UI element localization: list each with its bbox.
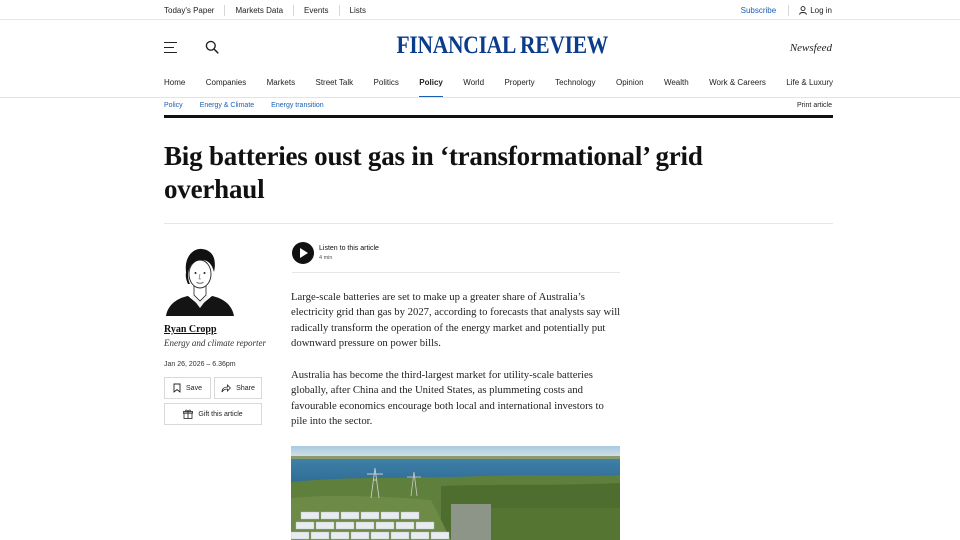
share-label: Share [236,384,255,392]
nav-item-world[interactable]: World [463,78,485,87]
listen-label: Listen to this article [319,245,379,252]
share-button[interactable] [214,377,262,399]
nav-item-wealth[interactable]: Wealth [663,78,689,87]
bookmark-icon [173,383,181,393]
gift-icon [183,409,193,419]
print-article-link[interactable]: Print article [796,102,832,109]
breadcrumb-policy[interactable]: Policy [164,102,183,109]
login-label: Log in [810,5,832,15]
nav-item-property[interactable]: Property [504,78,535,87]
play-icon[interactable] [292,242,314,264]
author-name-link[interactable]: Ryan Cropp [164,324,217,335]
breadcrumb [164,102,341,109]
utility-bar [0,0,960,20]
nav-item-street-talk[interactable]: Street Talk [315,78,354,87]
nav-item-life-luxury[interactable]: Life & Luxury [786,78,833,87]
nav-item-companies[interactable]: Companies [205,78,247,87]
share-arrow-icon [221,384,231,393]
events-link[interactable]: Events [294,5,339,16]
article-paragraph: Large-scale batteries are set to make up a greater share of Australia’s electricity grid than gas by 2027, according to forecasts that analysts say will radically transform the operation of the energy market and potentially put downward pressure on power bills. [291,291,621,349]
nav-item-opinion[interactable]: Opinion [615,78,644,87]
lists-link[interactable]: Lists [349,5,366,15]
account-links [741,0,832,20]
headline-divider [164,223,833,224]
article-headline: Big batteries oust gas in ‘transformational’ grid overhaul [164,141,703,204]
gift-article-button[interactable] [164,403,262,425]
hamburger-menu-icon[interactable] [164,42,178,54]
todays-paper-link[interactable]: Today's Paper [164,5,225,16]
nav-item-markets[interactable]: Markets [266,78,296,87]
nav-item-home[interactable]: Home [164,78,186,87]
nav-item-politics[interactable]: Politics [373,78,399,87]
subscribe-link[interactable]: Subscribe [741,5,790,16]
markets-data-link[interactable]: Markets Data [225,5,294,16]
author-avatar [164,246,236,316]
nav-item-technology[interactable]: Technology [555,78,596,87]
nav-item-policy[interactable]: Policy [419,74,443,98]
audio-duration: 4 min [319,255,333,261]
utility-links [164,0,376,20]
gift-label: Gift this article [198,410,243,418]
publish-date: Jan 26, 2026 – 6.36pm [164,361,236,368]
nav-item-work-careers[interactable]: Work & Careers [709,78,766,87]
headline-top-rule [164,115,833,118]
article-paragraph: Australia has become the third-largest market for utility-scale batteries globally, after China and the United States, as plummeting costs and favourable economics encourage both local and international investors to pile into the sector. [291,369,604,427]
battery-facility-photo [291,446,620,540]
audio-player [292,242,379,264]
login-button[interactable] [799,6,832,15]
nav-divider [0,97,960,98]
save-button[interactable] [164,377,211,399]
breadcrumb-energy-climate[interactable]: Energy & Climate [199,102,255,109]
site-logo[interactable]: FINANCIAL REVIEW [396,32,609,59]
newsfeed-link[interactable]: Newsfeed [789,42,832,54]
user-icon [799,6,807,15]
breadcrumb-energy-transition[interactable]: Energy transition [271,102,324,109]
search-icon[interactable] [205,40,219,54]
save-label: Save [186,384,202,392]
audio-info [319,245,379,261]
audio-divider [292,272,620,273]
author-role: Energy and climate reporter [164,338,267,348]
main-nav [164,74,833,98]
